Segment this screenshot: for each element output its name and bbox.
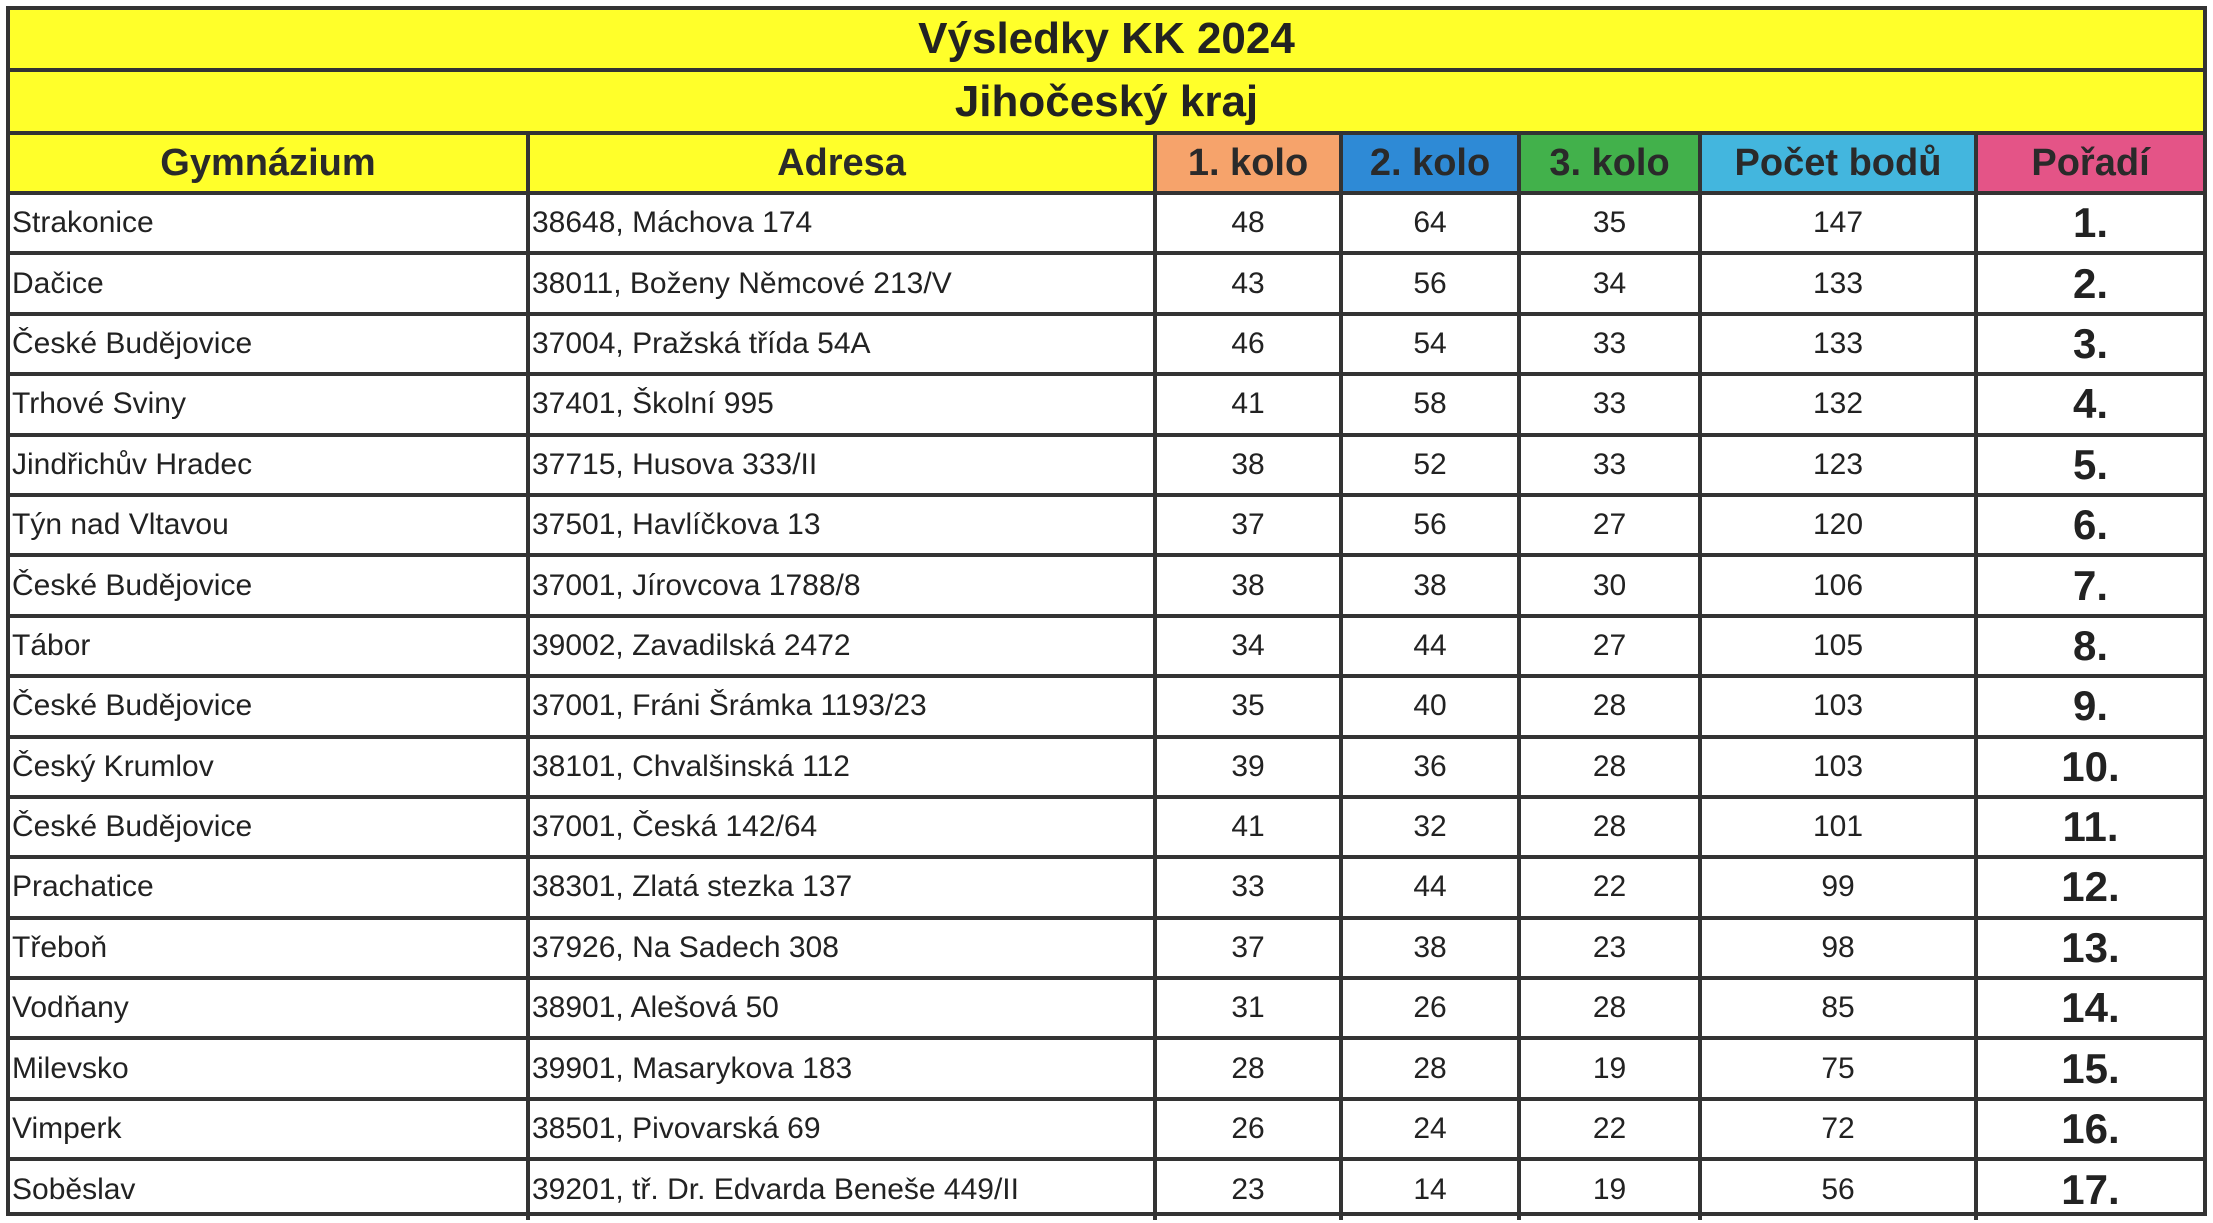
page-title: Výsledky KK 2024 xyxy=(10,10,2203,72)
cell-round2: 64 xyxy=(1341,193,1519,253)
cell-total: 85 xyxy=(1700,978,1976,1038)
cell-rank: 8. xyxy=(1976,616,2203,676)
cell-address: 37401, Školní 995 xyxy=(528,374,1155,434)
cell-address: 37715, Husova 333/II xyxy=(528,435,1155,495)
cell-address: 39002, Zavadilská 2472 xyxy=(528,616,1155,676)
cell-address: 39201, tř. Dr. Edvarda Beneše 449/II xyxy=(528,1159,1155,1219)
cell-school: České Budějovice xyxy=(10,314,528,374)
cell-round1: 43 xyxy=(1155,253,1341,313)
cell-address: 38101, Chvalšinská 112 xyxy=(528,737,1155,797)
cell-round2: 56 xyxy=(1341,495,1519,555)
cell-round3: 33 xyxy=(1519,374,1700,434)
cell-rank: 9. xyxy=(1976,676,2203,736)
cell-round1: 31 xyxy=(1155,978,1341,1038)
table-row xyxy=(10,1038,2203,1098)
cell-address: 37926, Na Sadech 308 xyxy=(528,918,1155,978)
cell-total: 98 xyxy=(1700,918,1976,978)
cell-round2: 40 xyxy=(1341,676,1519,736)
cell-address: 38011, Boženy Němcové 213/V xyxy=(528,253,1155,313)
cell-round2: 54 xyxy=(1341,314,1519,374)
cell-round1: 34 xyxy=(1155,616,1341,676)
header-row xyxy=(10,135,2203,193)
cell-rank: 17. xyxy=(1976,1159,2203,1219)
cell-round1: 37 xyxy=(1155,495,1341,555)
cell-round2: 14 xyxy=(1341,1159,1519,1219)
cell-round3: 23 xyxy=(1519,918,1700,978)
cell-rank: 15. xyxy=(1976,1038,2203,1098)
table-row xyxy=(10,1099,2203,1159)
cell-rank: 5. xyxy=(1976,435,2203,495)
cell-round1: 39 xyxy=(1155,737,1341,797)
table-row xyxy=(10,797,2203,857)
cell-address: 38901, Alešová 50 xyxy=(528,978,1155,1038)
cell-round1: 48 xyxy=(1155,193,1341,253)
table-row xyxy=(10,374,2203,434)
cell-school: Tábor xyxy=(10,616,528,676)
cell-round3: 22 xyxy=(1519,857,1700,917)
cell-round3: 28 xyxy=(1519,797,1700,857)
cell-round2: 24 xyxy=(1341,1099,1519,1159)
cell-rank: 2. xyxy=(1976,253,2203,313)
cell-total: 75 xyxy=(1700,1038,1976,1098)
cell-total: 123 xyxy=(1700,435,1976,495)
cell-rank: 16. xyxy=(1976,1099,2203,1159)
header-total: Počet bodů xyxy=(1700,135,1976,193)
cell-rank: 12. xyxy=(1976,857,2203,917)
header-round3: 3. kolo xyxy=(1519,135,1700,193)
cell-total: 105 xyxy=(1700,616,1976,676)
cell-school: Milevsko xyxy=(10,1038,528,1098)
cell-address: 37001, Česká 142/64 xyxy=(528,797,1155,857)
table-row xyxy=(10,857,2203,917)
cell-total: 72 xyxy=(1700,1099,1976,1159)
cell-round1: 26 xyxy=(1155,1099,1341,1159)
results-sheet xyxy=(6,6,2207,1216)
table-row xyxy=(10,616,2203,676)
cell-school: Trhové Sviny xyxy=(10,374,528,434)
cell-school: Třeboň xyxy=(10,918,528,978)
table-row xyxy=(10,314,2203,374)
cell-round3: 33 xyxy=(1519,435,1700,495)
header-address: Adresa xyxy=(528,135,1155,193)
cell-round3: 27 xyxy=(1519,616,1700,676)
header-round2: 2. kolo xyxy=(1341,135,1519,193)
cell-round1: 46 xyxy=(1155,314,1341,374)
cell-school: Český Krumlov xyxy=(10,737,528,797)
cell-round2: 38 xyxy=(1341,555,1519,615)
cell-round3: 19 xyxy=(1519,1159,1700,1219)
cell-total: 132 xyxy=(1700,374,1976,434)
cell-address: 38301, Zlatá stezka 137 xyxy=(528,857,1155,917)
cell-total: 133 xyxy=(1700,253,1976,313)
cell-rank: 11. xyxy=(1976,797,2203,857)
cell-address: 39901, Masarykova 183 xyxy=(528,1038,1155,1098)
cell-rank: 14. xyxy=(1976,978,2203,1038)
cell-school: České Budějovice xyxy=(10,555,528,615)
cell-round1: 41 xyxy=(1155,374,1341,434)
header-school: Gymnázium xyxy=(10,135,528,193)
cell-total: 103 xyxy=(1700,737,1976,797)
cell-round2: 28 xyxy=(1341,1038,1519,1098)
cell-total: 101 xyxy=(1700,797,1976,857)
cell-round3: 19 xyxy=(1519,1038,1700,1098)
cell-school: České Budějovice xyxy=(10,797,528,857)
cell-total: 103 xyxy=(1700,676,1976,736)
cell-round1: 33 xyxy=(1155,857,1341,917)
cell-school: Prachatice xyxy=(10,857,528,917)
cell-rank: 7. xyxy=(1976,555,2203,615)
cell-school: Soběslav xyxy=(10,1159,528,1219)
cell-total: 120 xyxy=(1700,495,1976,555)
cell-round3: 34 xyxy=(1519,253,1700,313)
table-row xyxy=(10,978,2203,1038)
cell-school: Dačice xyxy=(10,253,528,313)
table-row xyxy=(10,495,2203,555)
cell-address: 38501, Pivovarská 69 xyxy=(528,1099,1155,1159)
cell-total: 106 xyxy=(1700,555,1976,615)
cell-total: 99 xyxy=(1700,857,1976,917)
cell-school: Vimperk xyxy=(10,1099,528,1159)
cell-round3: 30 xyxy=(1519,555,1700,615)
cell-address: 37004, Pražská třída 54A xyxy=(528,314,1155,374)
cell-round2: 52 xyxy=(1341,435,1519,495)
table-row xyxy=(10,737,2203,797)
cell-rank: 10. xyxy=(1976,737,2203,797)
cell-address: 38648, Máchova 174 xyxy=(528,193,1155,253)
cell-school: Jindřichův Hradec xyxy=(10,435,528,495)
cell-round2: 58 xyxy=(1341,374,1519,434)
cell-round2: 36 xyxy=(1341,737,1519,797)
cell-round1: 37 xyxy=(1155,918,1341,978)
header-rank: Pořadí xyxy=(1976,135,2203,193)
cell-round1: 41 xyxy=(1155,797,1341,857)
cell-round1: 23 xyxy=(1155,1159,1341,1219)
cell-round1: 35 xyxy=(1155,676,1341,736)
cell-total: 133 xyxy=(1700,314,1976,374)
table-row xyxy=(10,555,2203,615)
table-row xyxy=(10,918,2203,978)
cell-round2: 38 xyxy=(1341,918,1519,978)
cell-rank: 1. xyxy=(1976,193,2203,253)
cell-round3: 28 xyxy=(1519,978,1700,1038)
header-round1: 1. kolo xyxy=(1155,135,1341,193)
cell-round1: 38 xyxy=(1155,555,1341,615)
cell-rank: 6. xyxy=(1976,495,2203,555)
cell-school: České Budějovice xyxy=(10,676,528,736)
results-table xyxy=(10,135,2203,1220)
cell-round3: 22 xyxy=(1519,1099,1700,1159)
table-row xyxy=(10,676,2203,736)
cell-school: Strakonice xyxy=(10,193,528,253)
cell-total: 56 xyxy=(1700,1159,1976,1219)
cell-school: Vodňany xyxy=(10,978,528,1038)
cell-round2: 26 xyxy=(1341,978,1519,1038)
cell-round2: 56 xyxy=(1341,253,1519,313)
table-row xyxy=(10,435,2203,495)
cell-round3: 33 xyxy=(1519,314,1700,374)
cell-round2: 44 xyxy=(1341,616,1519,676)
cell-address: 37501, Havlíčkova 13 xyxy=(528,495,1155,555)
cell-total: 147 xyxy=(1700,193,1976,253)
table-row xyxy=(10,253,2203,313)
cell-round3: 28 xyxy=(1519,737,1700,797)
cell-round3: 28 xyxy=(1519,676,1700,736)
table-row xyxy=(10,1159,2203,1219)
cell-address: 37001, Jírovcova 1788/8 xyxy=(528,555,1155,615)
cell-rank: 4. xyxy=(1976,374,2203,434)
table-row xyxy=(10,193,2203,253)
cell-round3: 35 xyxy=(1519,193,1700,253)
cell-round1: 38 xyxy=(1155,435,1341,495)
cell-round1: 28 xyxy=(1155,1038,1341,1098)
cell-rank: 13. xyxy=(1976,918,2203,978)
cell-round2: 32 xyxy=(1341,797,1519,857)
cell-round3: 27 xyxy=(1519,495,1700,555)
region-title: Jihočeský kraj xyxy=(10,72,2203,135)
cell-address: 37001, Fráni Šrámka 1193/23 xyxy=(528,676,1155,736)
cell-rank: 3. xyxy=(1976,314,2203,374)
cell-round2: 44 xyxy=(1341,857,1519,917)
cell-school: Týn nad Vltavou xyxy=(10,495,528,555)
